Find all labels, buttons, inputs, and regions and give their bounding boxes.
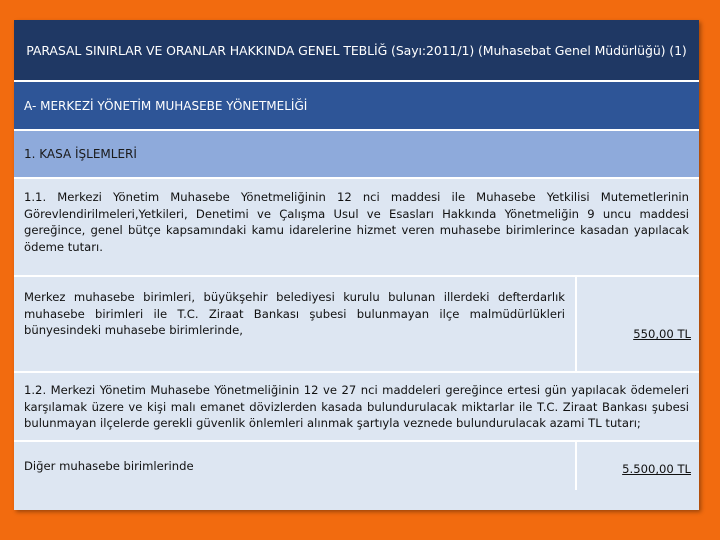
title-bar bbox=[14, 20, 699, 82]
paragraph-1-2: 1.2. Merkezi Yönetim Muhasebe Yönetmeliğinin 12 ve 27 nci maddeleri gereğince ertesi gün yapılacak ödemeleri karşılamak üzere ve kişi malı emanet dövizlerden kasada bulundurulacak miktarlar ile T.C. Ziraat Bankası şubesi bulunmayan ilçelerde gerekli güvenlik önlemleri alınmak şartıyla veznede bulundurulacak azami TL tutarı; bbox=[14, 373, 699, 442]
limit-row-2-amount: 5.500,00 TL bbox=[622, 462, 691, 476]
footer-strip bbox=[14, 490, 699, 510]
section-a-header bbox=[14, 82, 699, 131]
section-a-title: A- MERKEZİ YÖNETİM MUHASEBE YÖNETMELİĞİ bbox=[24, 98, 308, 113]
limit-row-2-text: Diğer muhasebe birimlerinde bbox=[14, 442, 577, 490]
limit-row-1 bbox=[14, 277, 699, 373]
limit-row-1-amount: 550,00 TL bbox=[633, 327, 691, 341]
limit-row-1-amount-cell bbox=[577, 277, 699, 371]
section-1-title: 1. KASA İŞLEMLERİ bbox=[24, 147, 137, 161]
limit-row-2 bbox=[14, 442, 699, 490]
document-title: PARASAL SINIRLAR VE ORANLAR HAKKINDA GENEL TEBLİĞ (Sayı:2011/1) (Muhasebat Genel Müdürlüğü) (1) bbox=[26, 42, 687, 58]
paragraph-1-1: 1.1. Merkezi Yönetim Muhasebe Yönetmeliğinin 12 nci maddesi ile Muhasebe Yetkilisi Mutemetlerinin Görevlendirilmeleri,Yetkileri, Denetimi ve Çalışma Usul ve Esasları Hakkında Yönetmeliğin 9 uncu maddesi gereğince, genel bütçe kapsamındaki kamu idarelerine hizmet veren muhasebe birimlerince kasadan yapılacak ödeme tutarı. bbox=[14, 179, 699, 277]
limit-row-1-text: Merkez muhasebe birimleri, büyükşehir belediyesi kurulu bulunan illerdeki defterdarlık muhasebe birimleri ile T.C. Ziraat Bankası şubesi bulunmayan ilçe malmüdürlükleri bünyesindeki muhasebe birimlerinde, bbox=[14, 277, 577, 371]
limit-row-2-amount-cell bbox=[577, 442, 699, 490]
section-1-header bbox=[14, 131, 699, 179]
slide-frame bbox=[14, 20, 699, 510]
